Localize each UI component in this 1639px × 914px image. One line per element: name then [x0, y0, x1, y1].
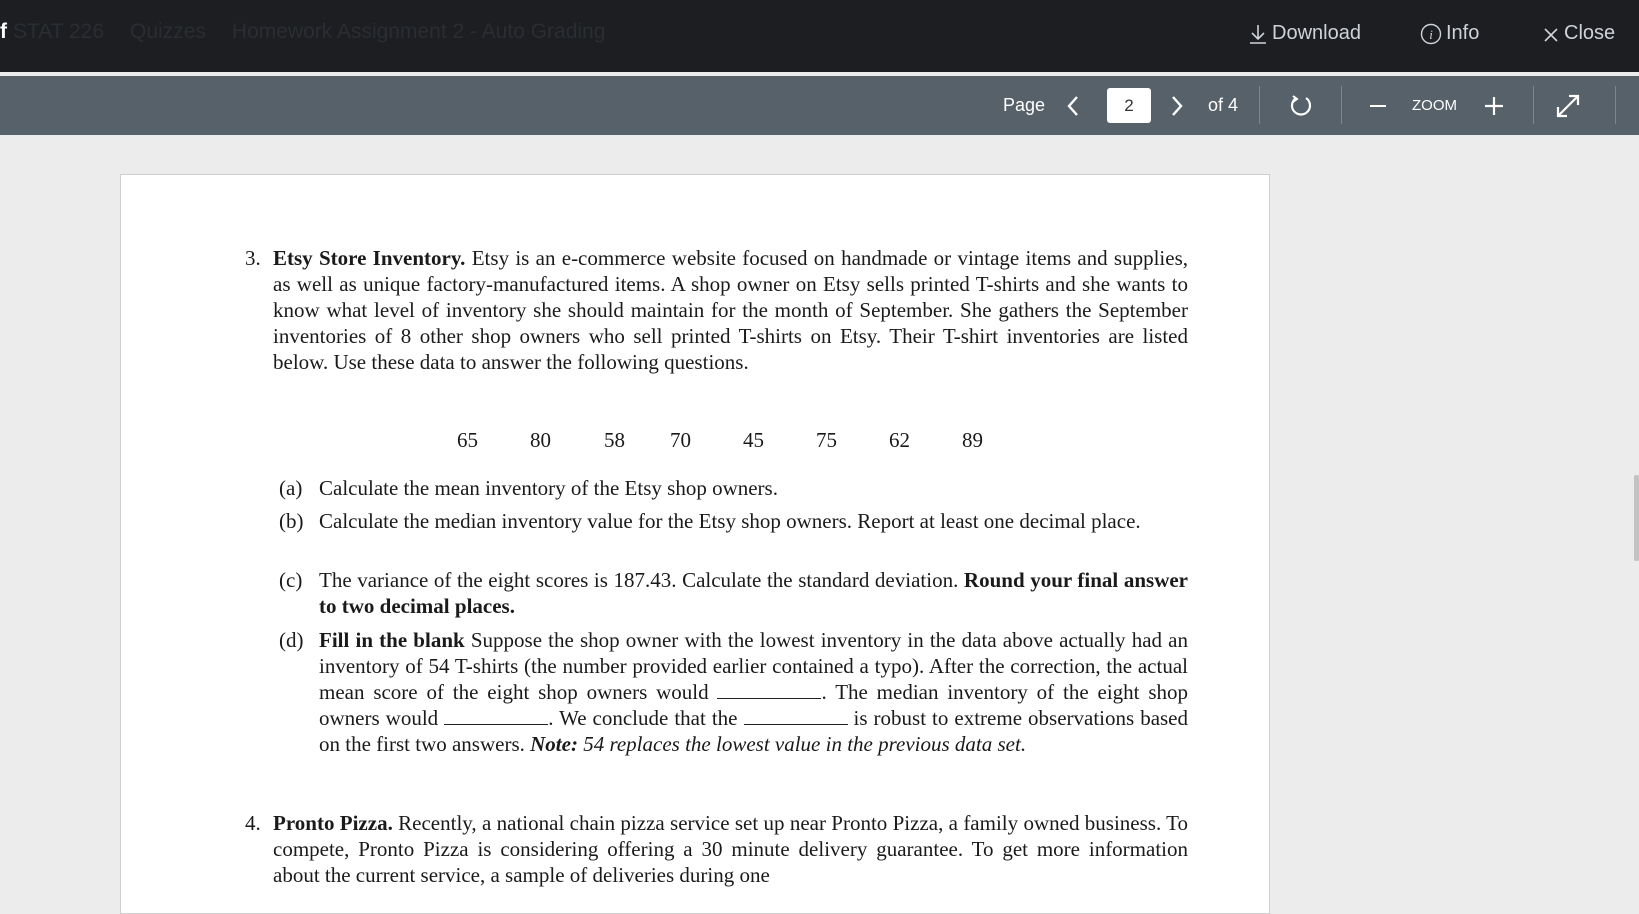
breadcrumb: [0, 20, 631, 44]
part-label: (b): [279, 509, 304, 533]
expand-icon: [1555, 93, 1581, 119]
part-text: Suppose the shop owner with the lowest inventory in the data above actually had an inventory of 54 T-shirts (the number provided earlier contained a typo). After the correction, the actual mean score of the eight shop owners would: [319, 628, 1189, 704]
toolbar-divider: [1259, 86, 1260, 124]
pdf-toolbar: [0, 76, 1639, 135]
data-value: 80: [530, 428, 551, 452]
zoom-out-button[interactable]: [1368, 76, 1388, 135]
scrollbar-thumb[interactable]: [1634, 475, 1639, 561]
toolbar-divider: [1341, 86, 1342, 124]
blank-median: [444, 706, 548, 725]
prev-page-button[interactable]: [1064, 76, 1082, 135]
breadcrumb-quizzes[interactable]: Quizzes: [130, 20, 206, 43]
question-3: [245, 245, 1189, 375]
note-label: Note:: [530, 732, 578, 756]
page-count: of 4: [1208, 95, 1239, 115]
data-value: 45: [743, 428, 764, 452]
part-text: Calculate the median inventory value for the Etsy shop owners. Report at least one decimal place.: [319, 509, 1141, 533]
page-label: Page: [1003, 95, 1046, 115]
data-value: 70: [670, 428, 691, 452]
chevron-right-icon: [1168, 94, 1186, 118]
part-b: [279, 508, 1188, 534]
close-icon: [1542, 23, 1560, 45]
plus-icon: [1483, 95, 1505, 117]
data-value: 89: [962, 428, 983, 452]
minus-icon: [1368, 96, 1388, 116]
breadcrumb-prefix: f: [0, 20, 7, 43]
chevron-left-icon: [1064, 94, 1082, 118]
rotate-icon: [1288, 93, 1314, 119]
question-number: 4.: [245, 811, 261, 835]
part-emphasis: Round your final answer to two decimal places.: [319, 568, 1189, 618]
inventory-data: [121, 427, 1271, 453]
part-d: [279, 627, 1189, 757]
part-label: (a): [279, 476, 303, 500]
part-a: [279, 475, 1188, 501]
pdf-page: [120, 174, 1270, 914]
blank-statistic: [744, 706, 848, 725]
question-number: 3.: [245, 246, 261, 270]
close-label: Close: [1564, 22, 1616, 44]
page-number-input[interactable]: 2: [1107, 88, 1151, 123]
rotate-button[interactable]: [1288, 76, 1314, 135]
download-icon: [1248, 23, 1268, 45]
question-title: Etsy Store Inventory.: [273, 246, 466, 270]
part-label: (d): [279, 628, 304, 652]
zoom-in-button[interactable]: [1483, 76, 1505, 135]
note-text: 54 replaces the lowest value in the previous data set.: [583, 732, 1027, 756]
zoom-label: ZOOM: [1412, 97, 1457, 114]
question-4: [245, 810, 1189, 888]
close-button[interactable]: [1542, 22, 1615, 45]
data-value: 75: [816, 428, 837, 452]
fullscreen-button[interactable]: [1555, 76, 1581, 135]
download-button[interactable]: [1248, 22, 1361, 45]
question-body: Etsy is an e-commerce website focused on handmade or vintage items and supplies, as well as unique factory-manufactured items. A shop owner on Etsy sells printed T-shirts and she wants to know what level of inventory she should maintain for the month of September. She gathers the September inventories of 8 other shop owners who sell printed T-shirts on Etsy. Their T-shirt inventories are listed below. Use these data to answer the following questions.: [273, 246, 1189, 374]
info-label: Info: [1446, 22, 1480, 44]
part-label: (c): [279, 568, 303, 592]
info-button[interactable]: [1420, 22, 1479, 45]
blank-mean: [717, 680, 821, 699]
question-body: Recently, a national chain pizza service set up near Pronto Pizza, a family owned business. To compete, Pronto Pizza is considering offering a 30 minute delivery guarantee. To get more information about the current service, a sample of deliveries during one: [273, 811, 1189, 887]
toolbar-divider: [1533, 86, 1534, 124]
part-text: Calculate the mean inventory of the Etsy shop owners.: [319, 476, 778, 500]
part-text: . We conclude that the: [548, 706, 738, 730]
viewer-header: [0, 0, 1639, 72]
svg-text:i: i: [1429, 26, 1433, 42]
breadcrumb-course[interactable]: STAT 226: [13, 20, 105, 43]
question-title: Pronto Pizza.: [273, 811, 393, 835]
part-text: The variance of the eight scores is 187.43. Calculate the standard deviation.: [319, 568, 959, 592]
data-value: 62: [889, 428, 910, 452]
info-icon: [1420, 23, 1442, 45]
part-c: [279, 567, 1189, 619]
download-label: Download: [1272, 22, 1361, 44]
next-page-button[interactable]: [1168, 76, 1186, 135]
part-emphasis: Fill in the blank: [319, 628, 465, 652]
part-text: is robust to extreme observations based on the first two answers.: [319, 706, 1189, 756]
part-text: . The median inventory of the eight shop owners would: [319, 680, 1188, 730]
toolbar-divider: [1615, 86, 1616, 124]
data-value: 58: [604, 428, 625, 452]
data-value: 65: [457, 428, 478, 452]
breadcrumb-assignment[interactable]: Homework Assignment 2 - Auto Grading: [231, 20, 606, 43]
